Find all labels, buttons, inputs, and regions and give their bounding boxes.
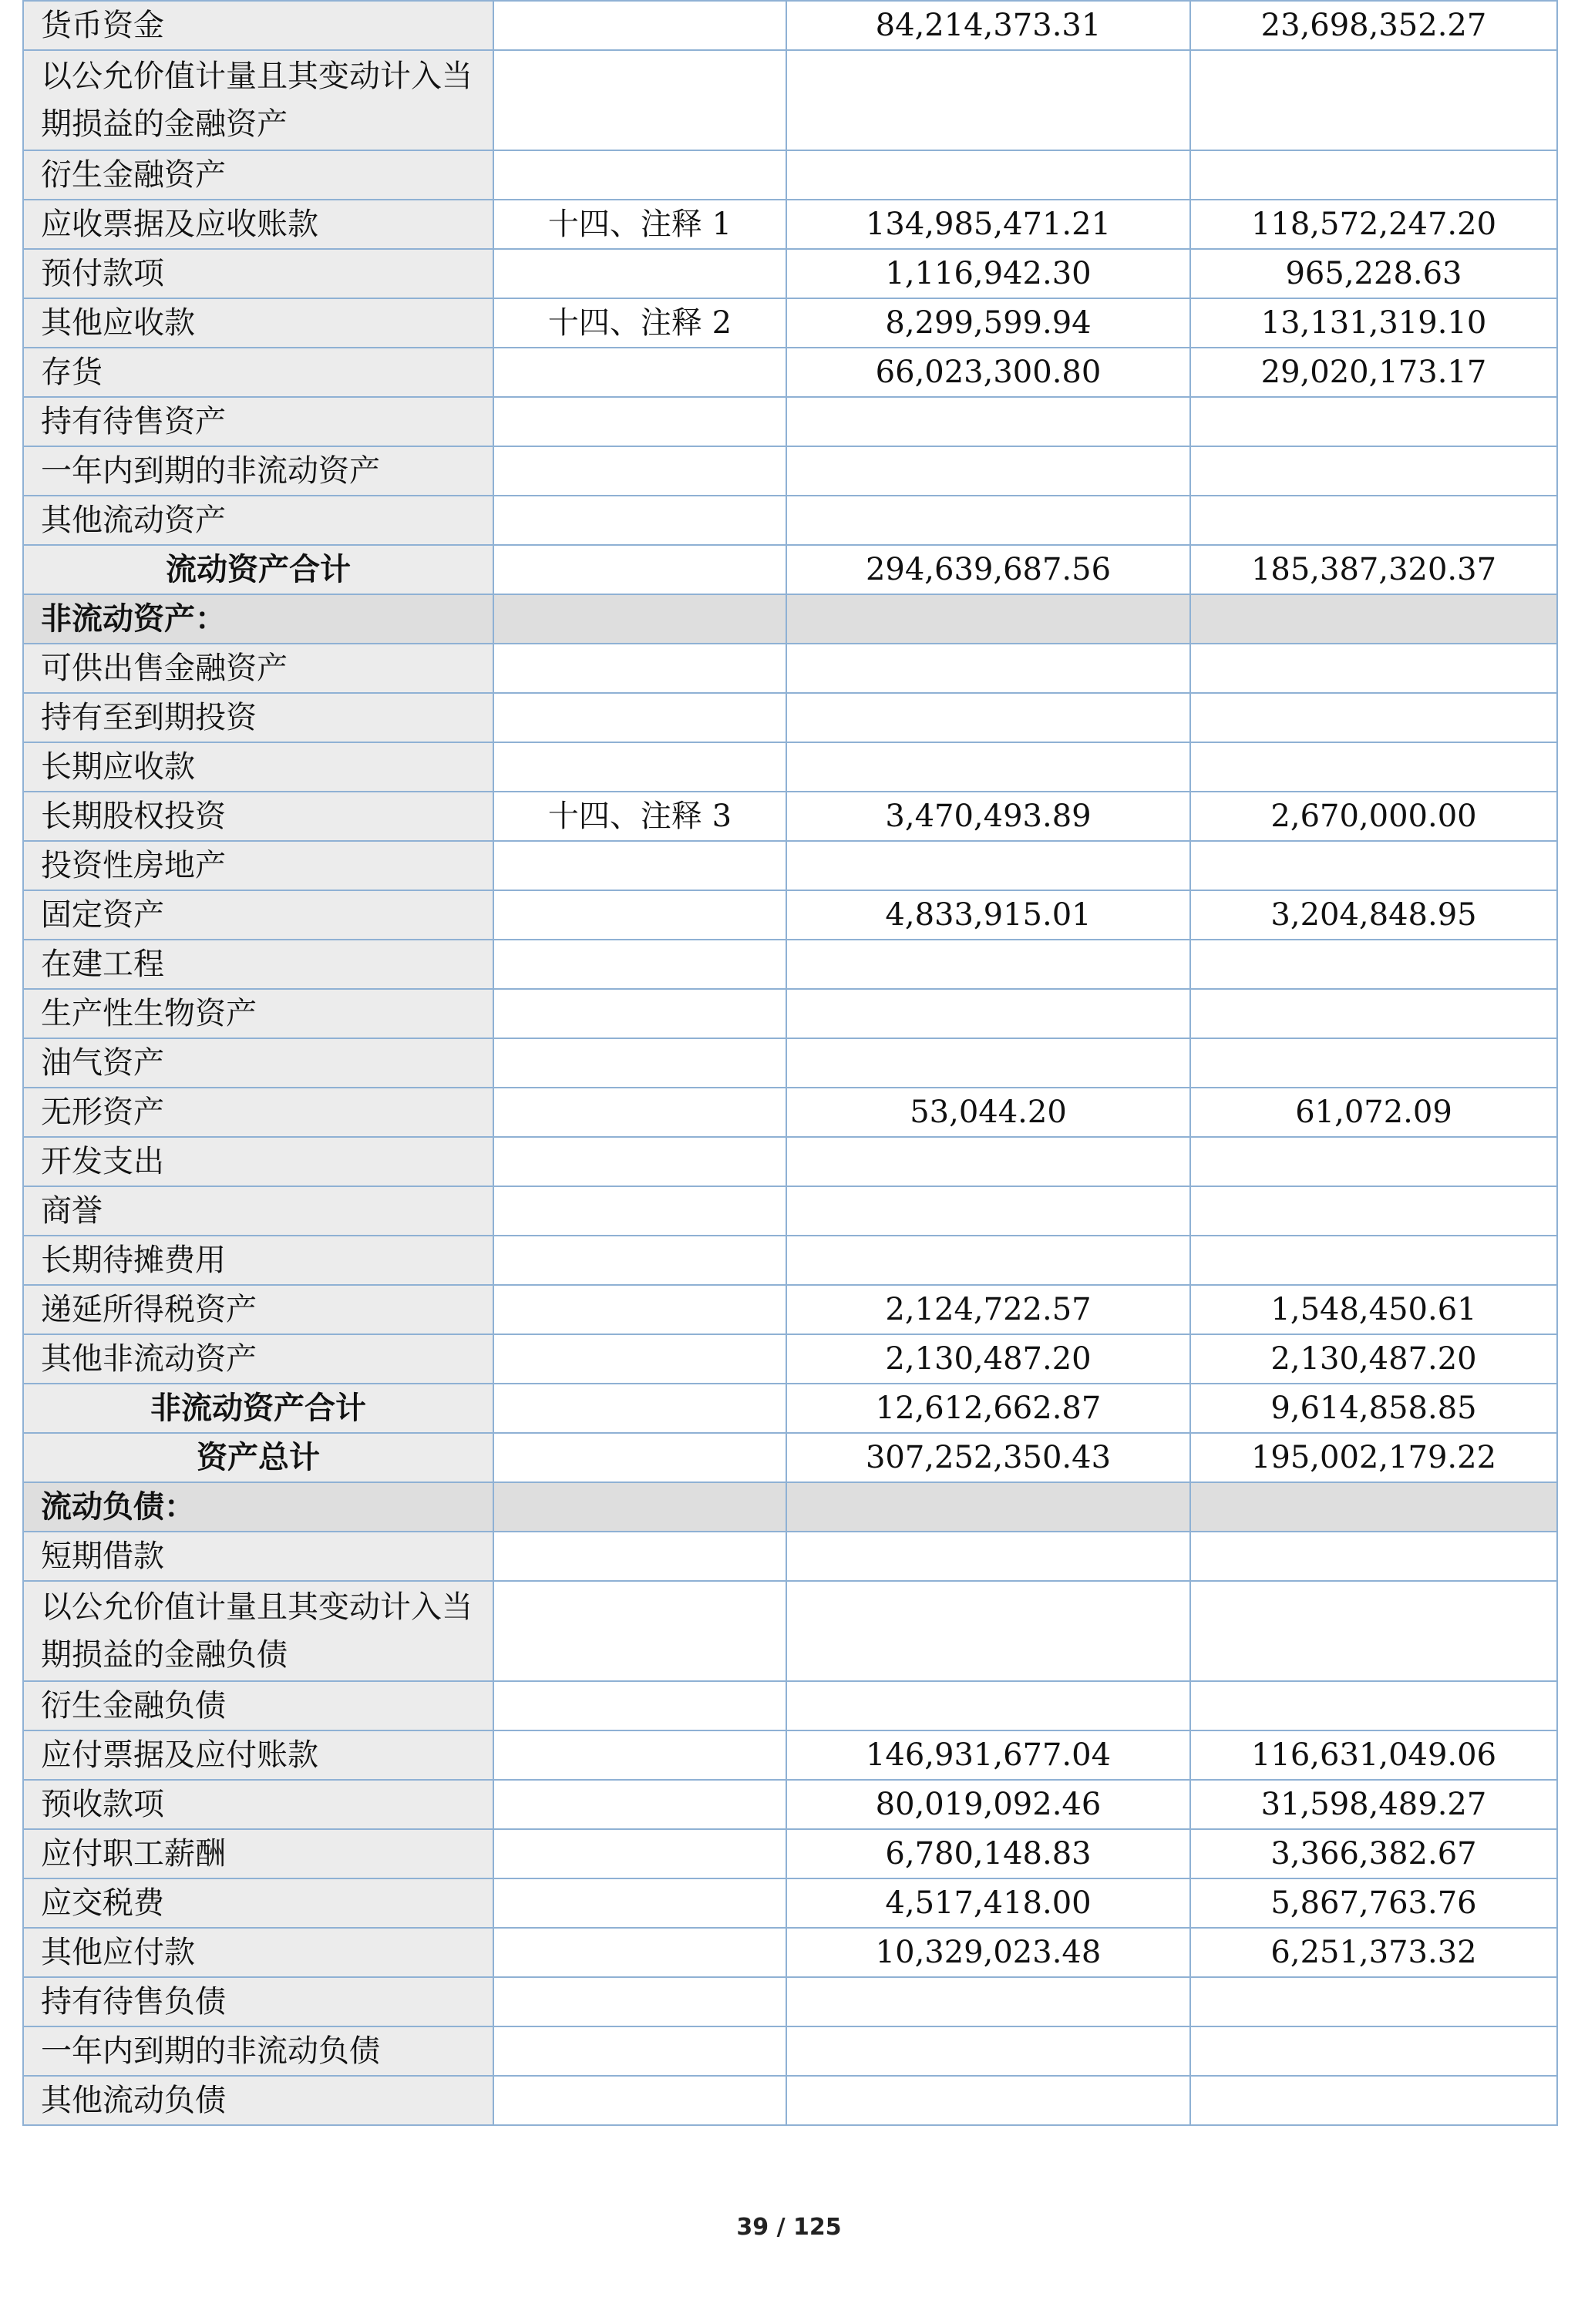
table-row (23, 50, 1557, 150)
row-prior-amount: 23,698,352.27 (1190, 1, 1557, 50)
row-note (493, 249, 786, 298)
row-prior-amount (1190, 50, 1557, 150)
table-row (23, 742, 1557, 792)
row-item-label: 油气资产 (23, 1038, 493, 1088)
row-current-amount (786, 1532, 1190, 1581)
row-item-label: 生产性生物资产 (23, 989, 493, 1038)
row-current-amount (786, 2026, 1190, 2076)
row-prior-amount: 29,020,173.17 (1190, 348, 1557, 397)
row-item-label: 其他流动资产 (23, 496, 493, 545)
row-current-amount: 134,985,471.21 (786, 200, 1190, 249)
row-prior-amount (1190, 1532, 1557, 1581)
row-note (493, 890, 786, 940)
row-item-label: 可供出售金融资产 (23, 644, 493, 693)
row-item-label: 长期股权投资 (23, 792, 493, 841)
table-row (23, 594, 1557, 644)
row-note (493, 1681, 786, 1730)
row-note (493, 1928, 786, 1977)
table-row (23, 792, 1557, 841)
row-current-amount (786, 841, 1190, 890)
table-row (23, 1681, 1557, 1730)
row-current-amount: 2,130,487.20 (786, 1334, 1190, 1384)
row-item-label: 其他应付款 (23, 1928, 493, 1977)
row-current-amount: 3,470,493.89 (786, 792, 1190, 841)
balance-sheet-table (22, 0, 1558, 2126)
row-current-amount: 66,023,300.80 (786, 348, 1190, 397)
row-note (493, 1780, 786, 1829)
row-prior-amount: 31,598,489.27 (1190, 1780, 1557, 1829)
row-prior-amount (1190, 841, 1557, 890)
row-prior-amount: 3,366,382.67 (1190, 1829, 1557, 1878)
row-item-label: 应交税费 (23, 1878, 493, 1928)
table-row (23, 1928, 1557, 1977)
row-prior-amount (1190, 1137, 1557, 1186)
table-row (23, 1186, 1557, 1236)
table-row (23, 1384, 1557, 1433)
row-note (493, 1581, 786, 1681)
row-note (493, 742, 786, 792)
row-prior-amount: 5,867,763.76 (1190, 1878, 1557, 1928)
row-prior-amount (1190, 2076, 1557, 2125)
row-note (493, 1878, 786, 1928)
table-row (23, 1137, 1557, 1186)
row-item-label: 递延所得税资产 (23, 1285, 493, 1334)
row-current-amount (786, 1681, 1190, 1730)
row-prior-amount: 3,204,848.95 (1190, 890, 1557, 940)
row-current-amount: 294,639,687.56 (786, 545, 1190, 594)
row-prior-amount (1190, 1186, 1557, 1236)
row-prior-amount: 195,002,179.22 (1190, 1433, 1557, 1482)
row-current-amount (786, 693, 1190, 742)
row-prior-amount (1190, 1038, 1557, 1088)
row-note (493, 50, 786, 150)
row-item-label: 货币资金 (23, 1, 493, 50)
table-row (23, 644, 1557, 693)
table-row (23, 989, 1557, 1038)
page-current: 39 (736, 2214, 769, 2241)
row-item-label: 一年内到期的非流动负债 (23, 2026, 493, 2076)
row-current-amount: 8,299,599.94 (786, 298, 1190, 348)
row-current-amount (786, 1977, 1190, 2026)
row-item-label: 非流动资产： (23, 594, 493, 644)
row-item-label: 持有待售负债 (23, 1977, 493, 2026)
row-current-amount: 53,044.20 (786, 1088, 1190, 1137)
row-item-label: 在建工程 (23, 940, 493, 989)
row-note (493, 150, 786, 200)
row-note (493, 397, 786, 446)
row-prior-amount (1190, 742, 1557, 792)
table-row (23, 1581, 1557, 1681)
page-total: 125 (793, 2214, 842, 2241)
row-prior-amount (1190, 1581, 1557, 1681)
row-note (493, 1730, 786, 1780)
row-prior-amount (1190, 594, 1557, 644)
row-current-amount (786, 496, 1190, 545)
row-item-label: 预付款项 (23, 249, 493, 298)
row-note (493, 1384, 786, 1433)
row-current-amount (786, 397, 1190, 446)
table-row (23, 545, 1557, 594)
row-current-amount: 146,931,677.04 (786, 1730, 1190, 1780)
table-row (23, 1532, 1557, 1581)
row-note (493, 1, 786, 50)
row-prior-amount (1190, 1482, 1557, 1532)
row-current-amount: 10,329,023.48 (786, 1928, 1190, 1977)
row-item-label: 无形资产 (23, 1088, 493, 1137)
row-current-amount: 4,517,418.00 (786, 1878, 1190, 1928)
row-note (493, 1236, 786, 1285)
row-note (493, 1137, 786, 1186)
row-current-amount: 6,780,148.83 (786, 1829, 1190, 1878)
row-prior-amount (1190, 1681, 1557, 1730)
row-note: 十四、注释 2 (493, 298, 786, 348)
row-item-label: 投资性房地产 (23, 841, 493, 890)
table-row (23, 249, 1557, 298)
row-item-label: 持有至到期投资 (23, 693, 493, 742)
row-current-amount (786, 1186, 1190, 1236)
row-note (493, 496, 786, 545)
table-row (23, 348, 1557, 397)
row-prior-amount (1190, 1977, 1557, 2026)
table-row (23, 940, 1557, 989)
row-prior-amount (1190, 446, 1557, 496)
row-note (493, 545, 786, 594)
row-prior-amount (1190, 940, 1557, 989)
table-row (23, 1334, 1557, 1384)
row-note (493, 1829, 786, 1878)
table-row (23, 200, 1557, 249)
row-note: 十四、注释 3 (493, 792, 786, 841)
row-item-label: 衍生金融资产 (23, 150, 493, 200)
row-item-label: 以公允价值计量且其变动计入当期损益的金融负债 (23, 1581, 493, 1681)
row-prior-amount: 185,387,320.37 (1190, 545, 1557, 594)
row-note (493, 348, 786, 397)
row-note (493, 1532, 786, 1581)
table-row (23, 841, 1557, 890)
row-prior-amount: 6,251,373.32 (1190, 1928, 1557, 1977)
row-item-label: 非流动资产合计 (23, 1384, 493, 1433)
row-item-label: 开发支出 (23, 1137, 493, 1186)
row-item-label: 流动资产合计 (23, 545, 493, 594)
row-current-amount: 80,019,092.46 (786, 1780, 1190, 1829)
table-row (23, 890, 1557, 940)
row-current-amount: 1,116,942.30 (786, 249, 1190, 298)
table-row (23, 693, 1557, 742)
row-prior-amount (1190, 693, 1557, 742)
row-note (493, 940, 786, 989)
row-current-amount (786, 1038, 1190, 1088)
row-prior-amount (1190, 1236, 1557, 1285)
row-prior-amount (1190, 644, 1557, 693)
row-note (493, 446, 786, 496)
row-prior-amount (1190, 2026, 1557, 2076)
table-row (23, 1482, 1557, 1532)
row-prior-amount: 9,614,858.85 (1190, 1384, 1557, 1433)
row-current-amount (786, 594, 1190, 644)
row-note (493, 1186, 786, 1236)
row-prior-amount: 2,130,487.20 (1190, 1334, 1557, 1384)
row-current-amount: 307,252,350.43 (786, 1433, 1190, 1482)
table-row (23, 1433, 1557, 1482)
row-prior-amount: 2,670,000.00 (1190, 792, 1557, 841)
row-item-label: 固定资产 (23, 890, 493, 940)
page-number (0, 2214, 1578, 2241)
row-note (493, 1977, 786, 2026)
row-current-amount (786, 150, 1190, 200)
row-current-amount (786, 644, 1190, 693)
row-item-label: 长期待摊费用 (23, 1236, 493, 1285)
row-current-amount (786, 989, 1190, 1038)
row-item-label: 长期应收款 (23, 742, 493, 792)
row-prior-amount (1190, 397, 1557, 446)
row-item-label: 资产总计 (23, 1433, 493, 1482)
row-note (493, 1038, 786, 1088)
row-prior-amount (1190, 150, 1557, 200)
row-note (493, 693, 786, 742)
table-row (23, 397, 1557, 446)
row-note (493, 644, 786, 693)
row-prior-amount: 116,631,049.06 (1190, 1730, 1557, 1780)
row-note (493, 2076, 786, 2125)
row-note (493, 1088, 786, 1137)
row-current-amount (786, 1137, 1190, 1186)
row-item-label: 流动负债： (23, 1482, 493, 1532)
row-item-label: 应付职工薪酬 (23, 1829, 493, 1878)
row-current-amount (786, 1581, 1190, 1681)
row-current-amount: 2,124,722.57 (786, 1285, 1190, 1334)
row-prior-amount: 13,131,319.10 (1190, 298, 1557, 348)
row-item-label: 衍生金融负债 (23, 1681, 493, 1730)
row-prior-amount (1190, 989, 1557, 1038)
row-item-label: 存货 (23, 348, 493, 397)
row-item-label: 应付票据及应付账款 (23, 1730, 493, 1780)
row-note (493, 1482, 786, 1532)
row-current-amount (786, 1482, 1190, 1532)
table-row (23, 1038, 1557, 1088)
row-current-amount (786, 446, 1190, 496)
row-item-label: 其他非流动资产 (23, 1334, 493, 1384)
table-row (23, 1977, 1557, 2026)
balance-sheet-body (23, 1, 1557, 2125)
row-current-amount (786, 742, 1190, 792)
row-note (493, 1285, 786, 1334)
row-current-amount: 4,833,915.01 (786, 890, 1190, 940)
row-note (493, 989, 786, 1038)
table-row (23, 1236, 1557, 1285)
table-row (23, 2076, 1557, 2125)
table-row (23, 150, 1557, 200)
table-row (23, 2026, 1557, 2076)
table-row (23, 496, 1557, 545)
table-row (23, 298, 1557, 348)
row-prior-amount: 61,072.09 (1190, 1088, 1557, 1137)
row-current-amount (786, 2076, 1190, 2125)
row-item-label: 其他流动负债 (23, 2076, 493, 2125)
table-row (23, 1780, 1557, 1829)
row-note (493, 841, 786, 890)
row-prior-amount (1190, 496, 1557, 545)
row-note (493, 1334, 786, 1384)
row-current-amount: 12,612,662.87 (786, 1384, 1190, 1433)
row-prior-amount: 118,572,247.20 (1190, 200, 1557, 249)
row-note (493, 594, 786, 644)
row-current-amount (786, 50, 1190, 150)
row-note: 十四、注释 1 (493, 200, 786, 249)
row-item-label: 商誉 (23, 1186, 493, 1236)
row-item-label: 其他应收款 (23, 298, 493, 348)
row-note (493, 2026, 786, 2076)
table-row (23, 1, 1557, 50)
row-item-label: 预收款项 (23, 1780, 493, 1829)
row-current-amount (786, 940, 1190, 989)
table-row (23, 1878, 1557, 1928)
row-current-amount (786, 1236, 1190, 1285)
table-row (23, 1088, 1557, 1137)
row-item-label: 应收票据及应收账款 (23, 200, 493, 249)
row-item-label: 短期借款 (23, 1532, 493, 1581)
table-row (23, 1285, 1557, 1334)
row-note (493, 1433, 786, 1482)
table-row (23, 446, 1557, 496)
page-separator: / (776, 2214, 786, 2241)
row-item-label: 以公允价值计量且其变动计入当期损益的金融资产 (23, 50, 493, 150)
row-prior-amount: 965,228.63 (1190, 249, 1557, 298)
row-current-amount: 84,214,373.31 (786, 1, 1190, 50)
table-row (23, 1829, 1557, 1878)
row-item-label: 一年内到期的非流动资产 (23, 446, 493, 496)
table-row (23, 1730, 1557, 1780)
row-item-label: 持有待售资产 (23, 397, 493, 446)
row-prior-amount: 1,548,450.61 (1190, 1285, 1557, 1334)
